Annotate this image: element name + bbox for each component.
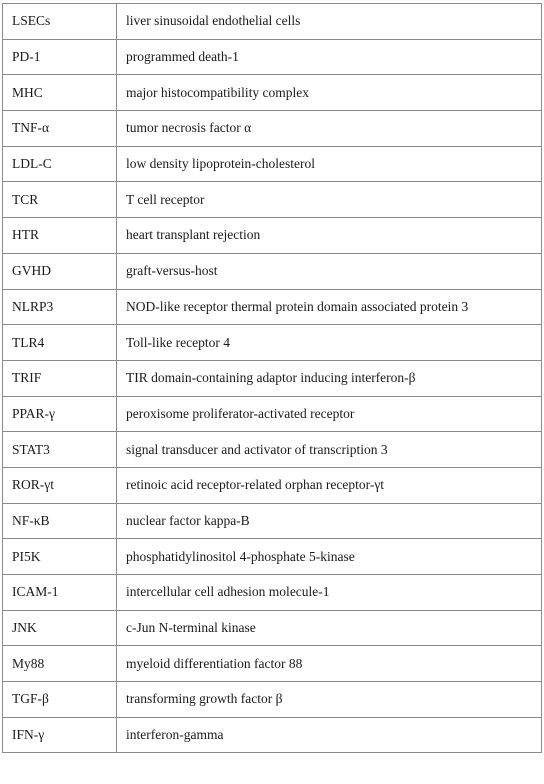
definition-cell: major histocompatibility complex [117, 75, 542, 111]
abbreviation-cell: PD-1 [3, 39, 117, 75]
abbreviation-cell: NF-κB [3, 503, 117, 539]
definition-cell: intercellular cell adhesion molecule-1 [117, 575, 542, 611]
table-row [3, 539, 542, 575]
table-row [3, 75, 542, 111]
definition-cell: programmed death-1 [117, 39, 542, 75]
table-row [3, 325, 542, 361]
table-row [3, 467, 542, 503]
abbreviation-cell: LSECs [3, 4, 117, 40]
definition-cell: T cell receptor [117, 182, 542, 218]
table-row [3, 503, 542, 539]
abbreviation-cell: IFN-γ [3, 717, 117, 753]
abbreviation-cell: NLRP3 [3, 289, 117, 325]
abbreviation-cell: TGF-β [3, 682, 117, 718]
abbreviation-cell: GVHD [3, 253, 117, 289]
abbreviation-cell: PPAR-γ [3, 396, 117, 432]
definition-cell: TIR domain-containing adaptor inducing interferon-β [117, 360, 542, 396]
abbreviation-cell: HTR [3, 218, 117, 254]
definition-cell: transforming growth factor β [117, 682, 542, 718]
abbreviation-cell: TNF-α [3, 111, 117, 147]
definition-cell: retinoic acid receptor-related orphan receptor-γt [117, 467, 542, 503]
definition-cell: signal transducer and activator of transcription 3 [117, 432, 542, 468]
definition-cell: Toll-like receptor 4 [117, 325, 542, 361]
definition-cell: interferon-gamma [117, 717, 542, 753]
table-row [3, 4, 542, 40]
abbreviation-cell: ROR-γt [3, 467, 117, 503]
definition-cell: low density lipoprotein-cholesterol [117, 146, 542, 182]
abbreviation-cell: LDL-C [3, 146, 117, 182]
table-row [3, 575, 542, 611]
abbreviation-cell: ICAM-1 [3, 575, 117, 611]
table-row [3, 39, 542, 75]
definition-cell: liver sinusoidal endothelial cells [117, 4, 542, 40]
table-row [3, 646, 542, 682]
abbreviation-cell: TCR [3, 182, 117, 218]
table-row [3, 182, 542, 218]
definition-cell: c-Jun N-terminal kinase [117, 610, 542, 646]
table-row [3, 146, 542, 182]
table-row [3, 111, 542, 147]
abbreviation-cell: JNK [3, 610, 117, 646]
table-row [3, 717, 542, 753]
abbreviations-table-body [3, 4, 542, 753]
definition-cell: peroxisome proliferator-activated receptor [117, 396, 542, 432]
definition-cell: NOD-like receptor thermal protein domain associated protein 3 [117, 289, 542, 325]
definition-cell: tumor necrosis factor α [117, 111, 542, 147]
abbreviation-cell: STAT3 [3, 432, 117, 468]
abbreviation-cell: TRIF [3, 360, 117, 396]
abbreviation-cell: MHC [3, 75, 117, 111]
table-row [3, 360, 542, 396]
table-row [3, 218, 542, 254]
definition-cell: nuclear factor kappa-B [117, 503, 542, 539]
abbreviation-cell: PI5K [3, 539, 117, 575]
table-row [3, 289, 542, 325]
table-row [3, 610, 542, 646]
abbreviations-table [2, 3, 542, 753]
abbreviation-cell: TLR4 [3, 325, 117, 361]
definition-cell: graft-versus-host [117, 253, 542, 289]
definition-cell: phosphatidylinositol 4-phosphate 5-kinase [117, 539, 542, 575]
abbreviation-cell: My88 [3, 646, 117, 682]
table-row [3, 396, 542, 432]
table-row [3, 682, 542, 718]
table-row [3, 253, 542, 289]
definition-cell: heart transplant rejection [117, 218, 542, 254]
definition-cell: myeloid differentiation factor 88 [117, 646, 542, 682]
table-row [3, 432, 542, 468]
